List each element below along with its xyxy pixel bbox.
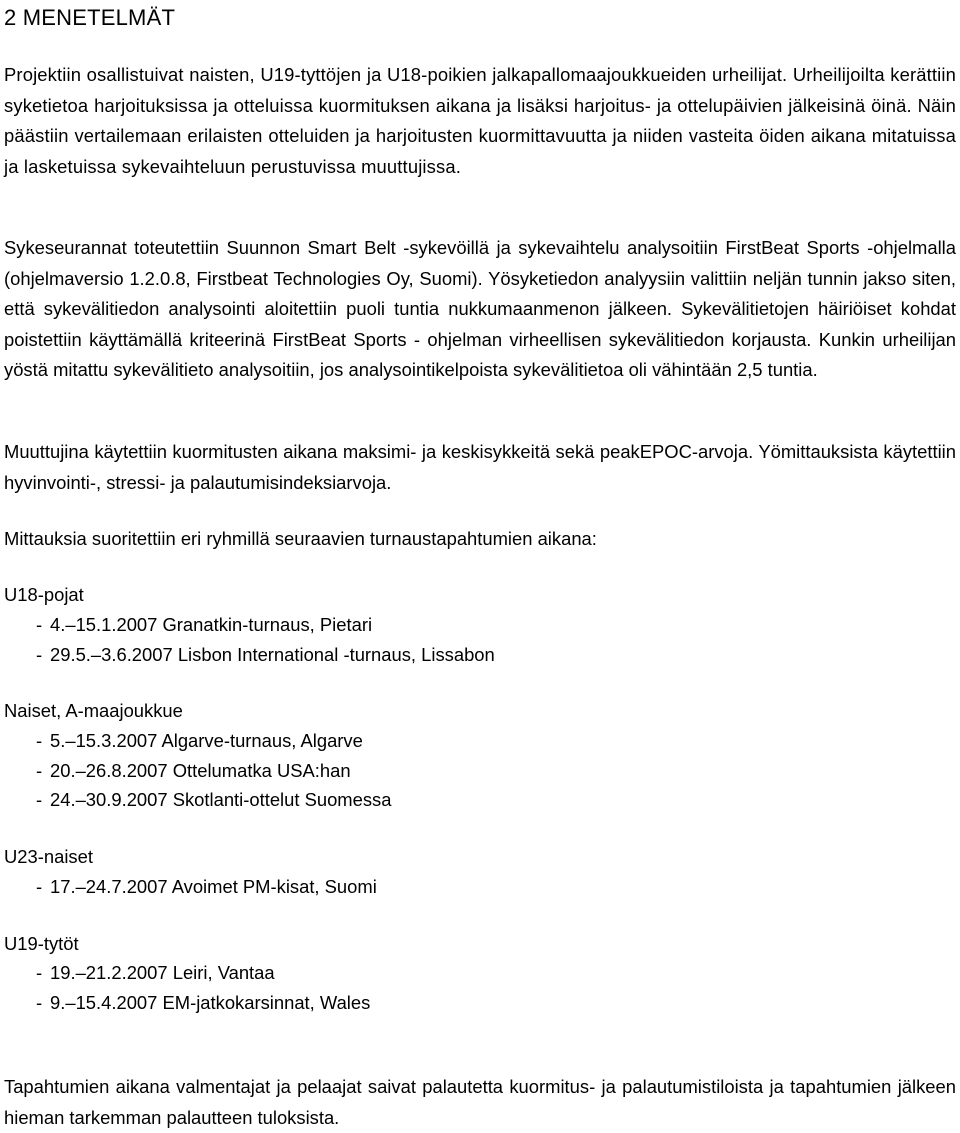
list-item <box>4 785 391 815</box>
event-text: 24.–30.9.2007 Skotlanti-ottelut Suomessa <box>50 789 392 810</box>
list-marker: - <box>36 730 43 751</box>
event-text: 9.–15.4.2007 EM-jatkokarsinnat, Wales <box>50 991 371 1013</box>
list-item <box>4 756 391 786</box>
group-heading-u18-boys: U18-pojat <box>4 584 84 605</box>
event-text: 19.–21.2.2007 Leiri, Vantaa <box>50 962 275 983</box>
list-marker: - <box>36 759 43 781</box>
list-item <box>4 958 370 988</box>
paragraph-heart-rate-monitoring: Sykeseurannat toteutettiin Suunnon Smart Belt -sykevöillä ja sykevaihtelu analysoitiin FirstBeat Sports -ohjelmalla (ohjelmaversio 1.2.0.8, Firstbeat Technologies Oy, Suomi). Yösyketiedon analyysiin valittiin neljän tunnin jakso siten, että sykevälitiedon analysointi aloitettiin puoli tuntia nukkumaanmenon jälkeen. Sykevälitietojen häiriöiset kohdat poistettiin käyttämällä kriteerinä FirstBeat Sports - ohjelman virheellisen sykevälitiedon korjausta. Kunkin urheilijan yöstä mitattu sykevälitieto analysoitiin, jos analysointikelpoista sykevälitietoa oli vähintään 2,5 tuntia. <box>4 237 956 380</box>
list-marker: - <box>36 876 43 897</box>
paragraph-participants: Projektiin osallistuivat naisten, U19-tyttöjen ja U18-poikien jalkapallomaajoukkueiden urheilijat. Urheilijoilta kerättiin syketietoa harjoituksissa ja otteluissa kuormituksen aikana ja lisäksi harjoitus- ja ottelupäivien jälkeisinä öinä. Näin päästiin vertailemaan erilaisten otteluiden ja harjoitusten kuormittavuutta ja niiden vasteita öiden aikana mitatuissa ja lasketuissa sykevaihteluun perustuvissa muuttujissa. <box>4 64 956 177</box>
event-list-u18-boys <box>4 610 495 669</box>
list-item <box>4 640 495 670</box>
event-list-women-a-team <box>4 726 391 815</box>
list-item <box>4 610 495 640</box>
group-heading-women-a-team: Naiset, A-maajoukkue <box>4 700 183 721</box>
list-item <box>4 872 377 902</box>
event-text: 5.–15.3.2007 Algarve-turnaus, Algarve <box>50 730 363 751</box>
event-text: 29.5.–3.6.2007 Lisbon International -turnaus, Lissabon <box>50 643 495 665</box>
list-item <box>4 726 391 756</box>
group-heading-u19-girls: U19-tytöt <box>4 933 79 954</box>
event-text: 4.–15.1.2007 Granatkin-turnaus, Pietari <box>50 614 373 635</box>
list-marker: - <box>36 991 43 1013</box>
list-marker: - <box>36 614 43 635</box>
event-text: 17.–24.7.2007 Avoimet PM-kisat, Suomi <box>50 876 377 897</box>
paragraph-measurements-intro: Mittauksia suoritettiin eri ryhmillä seuraavien turnaustapahtumien aikana: <box>4 528 597 549</box>
list-marker: - <box>36 962 43 983</box>
paragraph-variables: Muuttujina käytettiin kuormitusten aikana maksimi- ja keskisykkeitä sekä peakEPOC-arvoja. Yömittauksista käytettiin hyvinvointi-, stressi- ja palautumisindeksiarvoja. <box>4 441 956 493</box>
event-list-u19-girls <box>4 958 370 1017</box>
event-list-u23-women <box>4 872 377 902</box>
list-marker: - <box>36 789 43 810</box>
list-marker: - <box>36 643 43 665</box>
list-item <box>4 988 370 1018</box>
group-heading-u23-women: U23-naiset <box>4 846 93 867</box>
paragraph-feedback: Tapahtumien aikana valmentajat ja pelaajat saivat palautetta kuormitus- ja palautumistiloista ja tapahtumien jälkeen hieman tarkemman palautteen tuloksista. <box>4 1076 956 1128</box>
event-text: 20.–26.8.2007 Ottelumatka USA:han <box>50 759 351 781</box>
section-title: 2 MENETELMÄT <box>4 5 176 30</box>
